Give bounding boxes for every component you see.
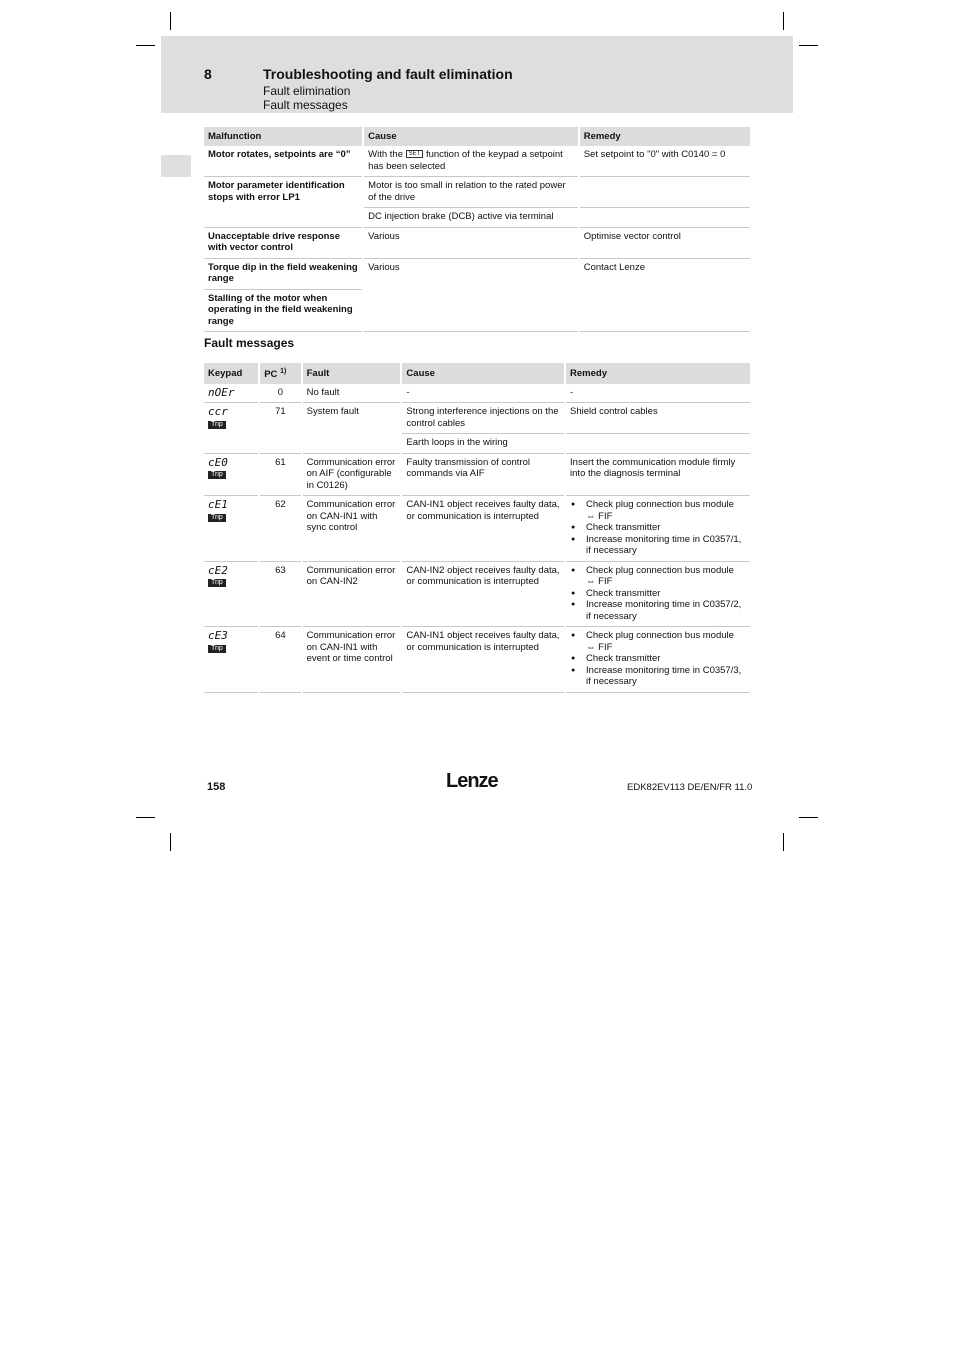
cause-cell: Earth loops in the wiring	[402, 434, 564, 454]
fault-cell: Communication error on CAN-IN1 with sync control	[303, 496, 401, 562]
table-row	[204, 496, 750, 562]
table-row	[204, 403, 750, 434]
table-header-row	[204, 363, 750, 384]
cause-cell: Various	[364, 228, 578, 259]
cause-cell: Various	[364, 259, 578, 333]
chapter-title: Troubleshooting and fault elimination	[263, 66, 513, 82]
remedy-cell: -	[566, 384, 750, 404]
cause-text: function of the keypad a setpoint has been selected	[368, 149, 563, 172]
section-subtitle: Fault messages	[263, 98, 348, 112]
table-row	[204, 627, 750, 693]
column-header: Malfunction	[204, 127, 362, 146]
keypad-cell	[204, 454, 258, 497]
pc-cell: 61	[260, 454, 300, 497]
remedy-cell	[566, 562, 750, 628]
list-item: ● Check transmitter	[570, 588, 746, 600]
crop-mark	[136, 45, 155, 46]
cause-cell: Motor is too small in relation to the rated power of the drive	[364, 177, 578, 208]
remedy-cell: Shield control cables	[566, 403, 750, 434]
crop-mark	[783, 833, 784, 851]
cause-cell: CAN-IN1 object receives faulty data, or communication is interrupted	[402, 496, 564, 562]
trip-badge: Trip	[208, 471, 226, 479]
fault-cell: Communication error on CAN-IN2	[303, 562, 401, 628]
fault-messages-title: Fault messages	[204, 336, 295, 350]
lenze-logo: Lenze	[446, 770, 498, 792]
list-item: ● Check plug connection bus module ⇔ FIF	[570, 630, 746, 653]
list-item: ● Increase monitoring time in C0357/3, if necessary	[570, 665, 746, 688]
set-key-icon: SET	[406, 150, 424, 158]
cause-cell: CAN-IN1 object receives faulty data, or communication is interrupted	[402, 627, 564, 693]
cause-cell: DC injection brake (DCB) active via terminal	[364, 208, 578, 228]
fault-cell: No fault	[303, 384, 401, 404]
crop-mark	[799, 45, 818, 46]
malfunction-cell: Motor rotates, setpoints are “0”	[204, 146, 362, 177]
column-header: Cause	[402, 363, 564, 384]
remedy-cell: Optimise vector control	[580, 228, 750, 259]
keypad-cell	[204, 384, 258, 404]
pc-cell: 63	[260, 562, 300, 628]
remedy-cell	[566, 496, 750, 562]
fault-messages-table	[202, 363, 752, 693]
cause-cell	[364, 146, 578, 177]
cause-cell: -	[402, 384, 564, 404]
pc-cell: 64	[260, 627, 300, 693]
keypad-display-code: cE1	[208, 498, 228, 512]
keypad-display-code: nOEr	[208, 385, 235, 399]
fault-cell: Communication error on AIF (configurable in C0126)	[303, 454, 401, 497]
chapter-number: 8	[204, 66, 212, 82]
remedy-cell: Set setpoint to "0" with C0140 = 0	[580, 146, 750, 177]
cause-cell: Strong interference injections on the control cables	[402, 403, 564, 434]
malfunction-cell: Unacceptable drive response with vector control	[204, 228, 362, 259]
remedy-cell	[580, 177, 750, 208]
column-header: Remedy	[580, 127, 750, 146]
cause-text: With the	[368, 149, 404, 160]
malfunction-cell: Motor parameter identification stops with error LP1	[204, 177, 362, 228]
malfunction-cell: Stalling of the motor when operating in the field weakening range	[204, 290, 362, 333]
table-row	[204, 562, 750, 628]
trip-badge: Trip	[208, 645, 226, 653]
list-item: ● Check transmitter	[570, 653, 746, 665]
keypad-cell	[204, 496, 258, 562]
table-header-row	[204, 127, 750, 146]
table-row	[204, 384, 750, 404]
table-row	[204, 454, 750, 497]
column-header	[260, 363, 300, 384]
column-header: Cause	[364, 127, 578, 146]
pc-cell: 62	[260, 496, 300, 562]
crop-mark	[136, 817, 155, 818]
malfunction-table	[202, 127, 752, 332]
cause-cell: Faulty transmission of control commands via AIF	[402, 454, 564, 497]
malfunction-cell: Torque dip in the field weakening range	[204, 259, 362, 290]
fault-cell: System fault	[303, 403, 401, 454]
remedy-cell: Contact Lenze	[580, 259, 750, 333]
keypad-cell	[204, 627, 258, 693]
page-number: 158	[207, 781, 226, 793]
keypad-display-code: cE0	[208, 455, 228, 469]
remedy-cell	[566, 627, 750, 693]
list-item: ● Increase monitoring time in C0357/2, if necessary	[570, 599, 746, 622]
list-item: ● Check plug connection bus module ⇔ FIF	[570, 499, 746, 522]
list-item: ● Check transmitter	[570, 522, 746, 534]
pc-cell: 71	[260, 403, 300, 454]
section-subtitle: Fault elimination	[263, 84, 351, 98]
remedy-cell	[566, 434, 750, 454]
column-header: Fault	[303, 363, 401, 384]
footnote-marker: 1)	[280, 368, 287, 375]
keypad-cell	[204, 403, 258, 454]
fault-cell: Communication error on CAN-IN1 with event or time control	[303, 627, 401, 693]
column-header: Remedy	[566, 363, 750, 384]
trip-badge: Trip	[208, 579, 226, 587]
crop-mark	[783, 12, 784, 30]
document-reference: EDK82EV113 DE/EN/FR 11.0	[627, 782, 753, 793]
table-row	[204, 146, 750, 177]
pc-cell: 0	[260, 384, 300, 404]
cause-cell: CAN-IN2 object receives faulty data, or communication is interrupted	[402, 562, 564, 628]
remedy-cell	[580, 208, 750, 228]
keypad-display-code: ccr	[208, 405, 228, 419]
side-tab	[161, 155, 191, 177]
trip-badge: Trip	[208, 514, 226, 522]
keypad-display-code: cE2	[208, 563, 228, 577]
remedy-list	[570, 499, 746, 557]
column-header: Keypad	[204, 363, 258, 384]
list-item: ● Check plug connection bus module ⇔ FIF	[570, 565, 746, 588]
table-row	[204, 177, 750, 208]
list-item: ● Increase monitoring time in C0357/1, if necessary	[570, 534, 746, 557]
crop-mark	[799, 817, 818, 818]
trip-badge: Trip	[208, 421, 226, 429]
crop-mark	[170, 833, 171, 851]
pc-label: PC	[264, 369, 278, 381]
keypad-display-code: cE3	[208, 629, 228, 643]
table-row	[204, 228, 750, 259]
crop-mark	[170, 12, 171, 30]
keypad-cell	[204, 562, 258, 628]
remedy-cell: Insert the communication module firmly into the diagnosis terminal	[566, 454, 750, 497]
remedy-list	[570, 565, 746, 623]
remedy-list	[570, 630, 746, 688]
table-row	[204, 259, 750, 290]
